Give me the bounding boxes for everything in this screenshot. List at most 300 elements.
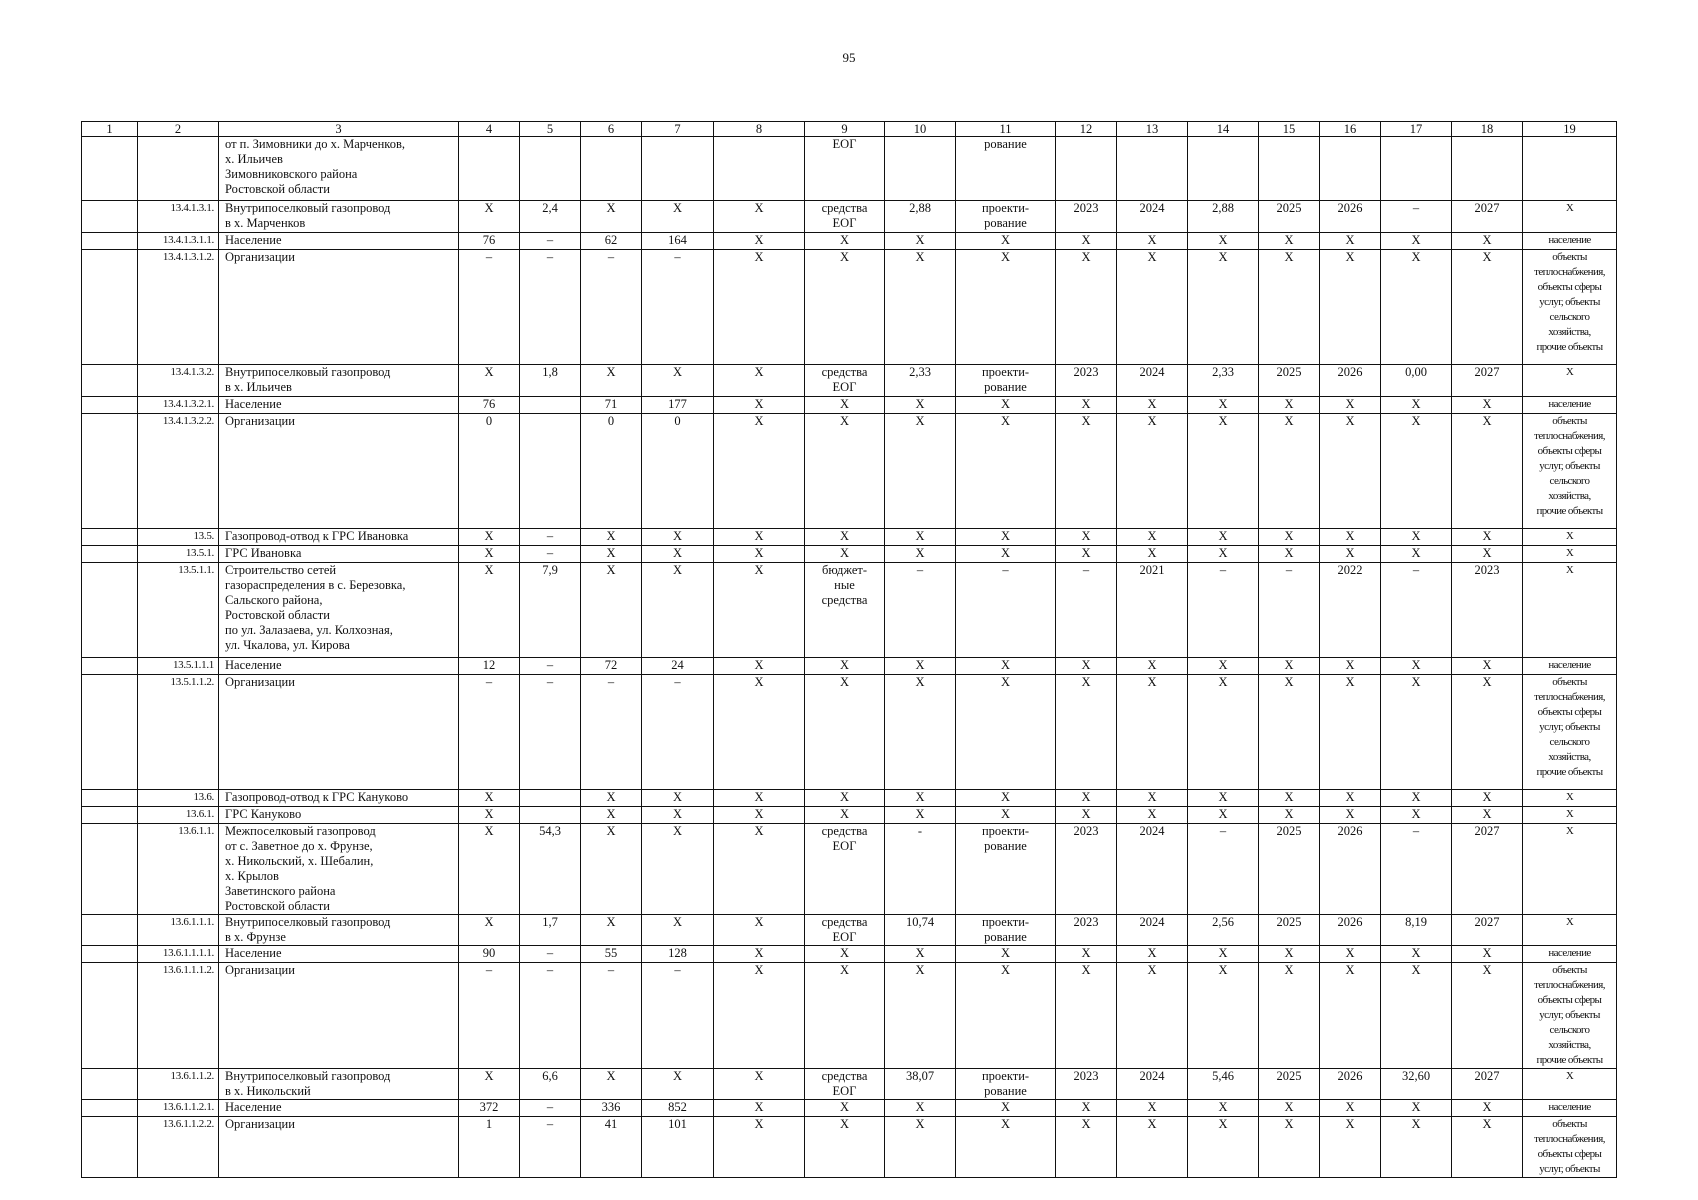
table-cell: Внутрипоселковый газопровод в х. Фрунзе [219, 915, 459, 946]
table-cell: 13.6.1.1.2.1. [138, 1100, 219, 1117]
table-cell: 101 [642, 1117, 714, 1178]
table-cell: X [1452, 658, 1523, 675]
table-cell: X [1117, 1100, 1188, 1117]
table-cell: X [956, 807, 1056, 824]
table-cell: 128 [642, 946, 714, 963]
table-cell: Организации [219, 250, 459, 365]
table-cell: X [1117, 397, 1188, 414]
table-cell: X [1523, 563, 1617, 658]
table-cell: X [1056, 807, 1117, 824]
table-cell: X [1452, 233, 1523, 250]
table-cell: 5,46 [1188, 1069, 1259, 1100]
table-cell [82, 946, 138, 963]
table-cell: X [805, 529, 885, 546]
table-cell: 177 [642, 397, 714, 414]
table-cell: – [1188, 824, 1259, 915]
table-cell: X [1523, 824, 1617, 915]
table-cell: 54,3 [520, 824, 581, 915]
table-cell: – [520, 963, 581, 1069]
table-cell: X [1381, 658, 1452, 675]
table-cell [885, 137, 956, 201]
table-cell: X [714, 824, 805, 915]
table-cell: X [1381, 546, 1452, 563]
table-cell: X [1523, 529, 1617, 546]
table-cell: 2,56 [1188, 915, 1259, 946]
table-cell: X [1452, 529, 1523, 546]
table-cell: X [885, 414, 956, 529]
table-cell: 10,74 [885, 915, 956, 946]
table-cell: 13.6.1.1. [138, 824, 219, 915]
table-cell: X [956, 658, 1056, 675]
table-cell: X [1259, 250, 1320, 365]
table-cell: X [1523, 546, 1617, 563]
table-cell: X [459, 201, 520, 233]
table-cell: X [1320, 790, 1381, 807]
table-cell: X [1188, 963, 1259, 1069]
table-cell: X [1452, 546, 1523, 563]
table-cell: X [1452, 1100, 1523, 1117]
table-cell: – [1381, 563, 1452, 658]
table-cell [82, 529, 138, 546]
table-cell: X [1452, 807, 1523, 824]
table-cell [1056, 137, 1117, 201]
table-cell [1523, 137, 1617, 201]
table-cell: 2027 [1452, 824, 1523, 915]
table-cell: X [642, 915, 714, 946]
column-header: 4 [459, 122, 520, 137]
column-header: 13 [1117, 122, 1188, 137]
column-header: 6 [581, 122, 642, 137]
table-cell: X [805, 1100, 885, 1117]
table-cell: X [714, 546, 805, 563]
table-cell: 13.4.1.3.1.2. [138, 250, 219, 365]
table-cell: X [1117, 963, 1188, 1069]
table-cell: 41 [581, 1117, 642, 1178]
table-cell: X [805, 790, 885, 807]
table-cell: – [581, 963, 642, 1069]
table-cell: проекти- рование [956, 915, 1056, 946]
table-cell: X [1188, 233, 1259, 250]
table-cell: X [1320, 963, 1381, 1069]
table-cell: – [520, 529, 581, 546]
table-cell: – [520, 1117, 581, 1178]
column-header: 12 [1056, 122, 1117, 137]
table-cell [82, 915, 138, 946]
table-cell [520, 807, 581, 824]
table-cell: X [459, 915, 520, 946]
table-cell: 2027 [1452, 1069, 1523, 1100]
table-cell [1117, 137, 1188, 201]
table-cell: 2024 [1117, 201, 1188, 233]
table-cell: X [714, 915, 805, 946]
table-cell: X [1523, 807, 1617, 824]
column-header: 3 [219, 122, 459, 137]
table-cell: X [1259, 658, 1320, 675]
column-header: 15 [1259, 122, 1320, 137]
table-cell: 164 [642, 233, 714, 250]
table-cell [82, 250, 138, 365]
table-cell: – [642, 675, 714, 790]
table-cell: X [1523, 790, 1617, 807]
table-cell: X [581, 529, 642, 546]
table-cell: X [1523, 915, 1617, 946]
table-cell: X [1117, 807, 1188, 824]
table-cell: X [1188, 790, 1259, 807]
table-cell: X [805, 414, 885, 529]
table-cell: – [459, 963, 520, 1069]
table-cell: X [642, 790, 714, 807]
table-cell: – [581, 250, 642, 365]
table-cell: 2024 [1117, 824, 1188, 915]
table-cell: X [714, 946, 805, 963]
table-cell: X [805, 233, 885, 250]
table-cell: X [1188, 1117, 1259, 1178]
table-cell: X [459, 1069, 520, 1100]
table-cell: X [956, 1117, 1056, 1178]
table-cell: X [714, 675, 805, 790]
table-row [82, 365, 1617, 397]
page-number: 95 [842, 50, 856, 65]
table-cell: X [1259, 1117, 1320, 1178]
table-cell: X [805, 963, 885, 1069]
table-cell: X [805, 658, 885, 675]
table-cell: X [1381, 675, 1452, 790]
table-cell [642, 137, 714, 201]
table-cell: X [1259, 233, 1320, 250]
table-cell: – [1381, 824, 1452, 915]
table-cell: Внутрипоселковый газопровод в х. Марченков [219, 201, 459, 233]
table-cell: X [714, 201, 805, 233]
table-cell: X [956, 963, 1056, 1069]
table-cell: X [1056, 546, 1117, 563]
table-cell: объекты теплоснабжения, объекты сферы услуг, объекты [1523, 1117, 1617, 1178]
table-cell: 2024 [1117, 915, 1188, 946]
table-cell: X [1381, 397, 1452, 414]
table-cell: X [805, 807, 885, 824]
table-cell: 0,00 [1381, 365, 1452, 397]
table-cell [82, 414, 138, 529]
table-cell: средства ЕОГ [805, 915, 885, 946]
table-cell: X [1320, 1117, 1381, 1178]
table-cell: 13.4.1.3.2. [138, 365, 219, 397]
table-cell [1452, 137, 1523, 201]
table-cell: X [714, 563, 805, 658]
table-cell [82, 546, 138, 563]
table-cell: X [1320, 397, 1381, 414]
column-header: 17 [1381, 122, 1452, 137]
table-cell: 13.4.1.3.1.1. [138, 233, 219, 250]
column-header: 18 [1452, 122, 1523, 137]
table-cell: 852 [642, 1100, 714, 1117]
table-cell: население [1523, 946, 1617, 963]
table-cell: X [1452, 397, 1523, 414]
table-cell: – [520, 1100, 581, 1117]
table-cell: X [459, 807, 520, 824]
table-cell: X [805, 397, 885, 414]
table-cell: 13.6.1.1.1.1. [138, 946, 219, 963]
table-cell: X [714, 397, 805, 414]
table-cell: – [520, 546, 581, 563]
table-cell [82, 563, 138, 658]
table-cell: X [1117, 790, 1188, 807]
table-cell: X [885, 658, 956, 675]
table-cell: X [956, 546, 1056, 563]
table-cell: X [1320, 1100, 1381, 1117]
table-cell: X [885, 946, 956, 963]
table-cell: X [805, 946, 885, 963]
table-cell [82, 807, 138, 824]
table-cell: ЕОГ [805, 137, 885, 201]
table-cell: X [1452, 1117, 1523, 1178]
table-cell: X [1117, 546, 1188, 563]
table-cell: X [714, 1100, 805, 1117]
table-cell: X [1381, 1117, 1452, 1178]
table-cell: X [714, 529, 805, 546]
table-cell: X [714, 1069, 805, 1100]
column-header: 1 [82, 122, 138, 137]
table-cell: X [885, 233, 956, 250]
table-cell: X [1056, 963, 1117, 1069]
column-header: 9 [805, 122, 885, 137]
table-cell: X [581, 824, 642, 915]
table-cell: X [885, 675, 956, 790]
table-cell: X [885, 397, 956, 414]
table-cell: проекти- рование [956, 201, 1056, 233]
table-row [82, 529, 1617, 546]
table-cell: X [714, 963, 805, 1069]
table-cell: средства ЕОГ [805, 365, 885, 397]
table-cell: X [1188, 946, 1259, 963]
table-cell: X [581, 1069, 642, 1100]
table-cell: X [714, 414, 805, 529]
table-cell: 13.5.1.1.2. [138, 675, 219, 790]
table-cell: X [1381, 414, 1452, 529]
table-cell: X [1523, 365, 1617, 397]
table-cell: X [1056, 250, 1117, 365]
table-cell: X [1452, 963, 1523, 1069]
table-cell: – [642, 963, 714, 1069]
table-cell: 13.4.1.3.1. [138, 201, 219, 233]
table-cell: X [642, 529, 714, 546]
table-cell: 0 [581, 414, 642, 529]
table-cell: 2027 [1452, 915, 1523, 946]
table-cell: Организации [219, 963, 459, 1069]
table-cell: X [1117, 414, 1188, 529]
table-cell: 0 [459, 414, 520, 529]
column-header: 5 [520, 122, 581, 137]
table-cell: X [885, 807, 956, 824]
table-cell: население [1523, 397, 1617, 414]
table-cell: X [885, 790, 956, 807]
table-cell [1259, 137, 1320, 201]
table-cell: X [1259, 529, 1320, 546]
table-cell: 13.6.1.1.2. [138, 1069, 219, 1100]
table-cell: – [520, 946, 581, 963]
table-cell: X [642, 824, 714, 915]
table-row [82, 790, 1617, 807]
table-cell [82, 137, 138, 201]
table-cell: X [1056, 658, 1117, 675]
table-cell: 1 [459, 1117, 520, 1178]
table-cell [520, 137, 581, 201]
table-cell: 2026 [1320, 1069, 1381, 1100]
table-cell: 6,6 [520, 1069, 581, 1100]
table-cell: 24 [642, 658, 714, 675]
table-cell [82, 658, 138, 675]
table-cell: X [1259, 675, 1320, 790]
table-cell: 90 [459, 946, 520, 963]
table-cell: X [885, 250, 956, 365]
table-cell: X [1056, 1117, 1117, 1178]
table-cell [520, 790, 581, 807]
table-cell: проекти- рование [956, 1069, 1056, 1100]
table-cell: Население [219, 1100, 459, 1117]
table-cell: X [642, 563, 714, 658]
table-cell: X [1320, 250, 1381, 365]
table-cell: 2,88 [1188, 201, 1259, 233]
table-cell: – [1188, 563, 1259, 658]
table-cell: 2023 [1056, 915, 1117, 946]
table-cell: X [1056, 1100, 1117, 1117]
table-cell: X [714, 233, 805, 250]
table-cell: X [1188, 675, 1259, 790]
table-cell: X [1188, 250, 1259, 365]
table-cell: X [1188, 658, 1259, 675]
table-cell: X [885, 1117, 956, 1178]
table-cell: X [642, 546, 714, 563]
table-cell: – [642, 250, 714, 365]
table-cell: X [1188, 1100, 1259, 1117]
table-cell: X [1320, 546, 1381, 563]
table-cell: X [1056, 529, 1117, 546]
table-cell: X [459, 546, 520, 563]
table-cell: X [459, 824, 520, 915]
table-cell: Население [219, 658, 459, 675]
table-cell: средства ЕОГ [805, 1069, 885, 1100]
table-cell [82, 824, 138, 915]
table-cell: X [714, 807, 805, 824]
table-cell: объекты теплоснабжения, объекты сферы услуг, объекты сельского хозяйства, прочие объекты [1523, 250, 1617, 365]
table-cell: – [459, 250, 520, 365]
table-cell: X [1259, 946, 1320, 963]
table-cell: – [956, 563, 1056, 658]
table-row [82, 658, 1617, 675]
table-cell: X [642, 1069, 714, 1100]
table-cell: X [805, 250, 885, 365]
table-cell: X [581, 365, 642, 397]
table-cell: X [1381, 946, 1452, 963]
table-row [82, 946, 1617, 963]
table-cell: X [1117, 1117, 1188, 1178]
table-cell: 72 [581, 658, 642, 675]
table-cell: от п. Зимовники до х. Марченков, х. Ильичев Зимовниковского района Ростовской области [219, 137, 459, 201]
table-cell: X [1523, 1069, 1617, 1100]
table-cell: Население [219, 397, 459, 414]
table-cell: 2,88 [885, 201, 956, 233]
table-cell: X [956, 414, 1056, 529]
table-cell: X [1056, 946, 1117, 963]
table-cell: X [1452, 790, 1523, 807]
table-cell: X [1320, 946, 1381, 963]
table-cell: 2,33 [885, 365, 956, 397]
table-cell: Газопровод-отвод к ГРС Ивановка [219, 529, 459, 546]
table-cell: 2023 [1452, 563, 1523, 658]
table-cell: 2024 [1117, 365, 1188, 397]
table-cell: X [581, 563, 642, 658]
table-cell: X [714, 1117, 805, 1178]
table-cell: 8,19 [1381, 915, 1452, 946]
table-cell: проекти- рование [956, 824, 1056, 915]
table-cell: - [885, 824, 956, 915]
table-cell [520, 397, 581, 414]
table-cell: 13.6.1.1.1. [138, 915, 219, 946]
table-cell [138, 137, 219, 201]
table-cell [1381, 137, 1452, 201]
table-cell: 2026 [1320, 915, 1381, 946]
table-cell: X [1056, 397, 1117, 414]
table-cell: X [1320, 529, 1381, 546]
table-cell: X [1381, 1100, 1452, 1117]
table-cell: X [805, 675, 885, 790]
table-cell: X [885, 1100, 956, 1117]
table-cell: – [520, 250, 581, 365]
table-cell: X [1259, 414, 1320, 529]
table-cell: проекти- рование [956, 365, 1056, 397]
table-cell: Внутрипоселковый газопровод в х. Ильичев [219, 365, 459, 397]
table-cell: 13.5.1. [138, 546, 219, 563]
table-cell: 12 [459, 658, 520, 675]
table-cell: 13.4.1.3.2.2. [138, 414, 219, 529]
table-cell: X [1259, 546, 1320, 563]
table-cell: X [805, 1117, 885, 1178]
table-cell: бюджет- ные средства [805, 563, 885, 658]
table-cell: Организации [219, 414, 459, 529]
table-cell: рование [956, 137, 1056, 201]
table-cell: X [956, 397, 1056, 414]
table-cell: X [459, 790, 520, 807]
table-cell: средства ЕОГ [805, 201, 885, 233]
table-cell: Межпоселковый газопровод от с. Заветное до х. Фрунзе, х. Никольский, х. Шебалин, х. Крылов Заветинского района Ростовской области [219, 824, 459, 915]
table-cell: – [520, 675, 581, 790]
table-cell: 2023 [1056, 201, 1117, 233]
table-row [82, 414, 1617, 529]
table-cell: X [1320, 807, 1381, 824]
table-cell: X [1259, 807, 1320, 824]
table-cell [714, 137, 805, 201]
table-cell [82, 233, 138, 250]
table-cell [82, 790, 138, 807]
table-cell: 2023 [1056, 1069, 1117, 1100]
table-cell: 1,7 [520, 915, 581, 946]
table-cell: X [1188, 414, 1259, 529]
table-cell: X [581, 807, 642, 824]
table-cell [459, 137, 520, 201]
table-row [82, 397, 1617, 414]
table-cell: X [1259, 963, 1320, 1069]
table-cell: X [581, 790, 642, 807]
table-row [82, 137, 1617, 201]
table-row [82, 807, 1617, 824]
table-row [82, 250, 1617, 365]
table-cell: – [520, 658, 581, 675]
table-cell: – [1381, 201, 1452, 233]
table-cell: 2,4 [520, 201, 581, 233]
table-cell: объекты теплоснабжения, объекты сферы услуг, объекты сельского хозяйства, прочие объекты [1523, 675, 1617, 790]
table-cell [82, 963, 138, 1069]
table-cell: 2026 [1320, 365, 1381, 397]
table-cell: X [805, 546, 885, 563]
table-cell: X [1259, 1100, 1320, 1117]
